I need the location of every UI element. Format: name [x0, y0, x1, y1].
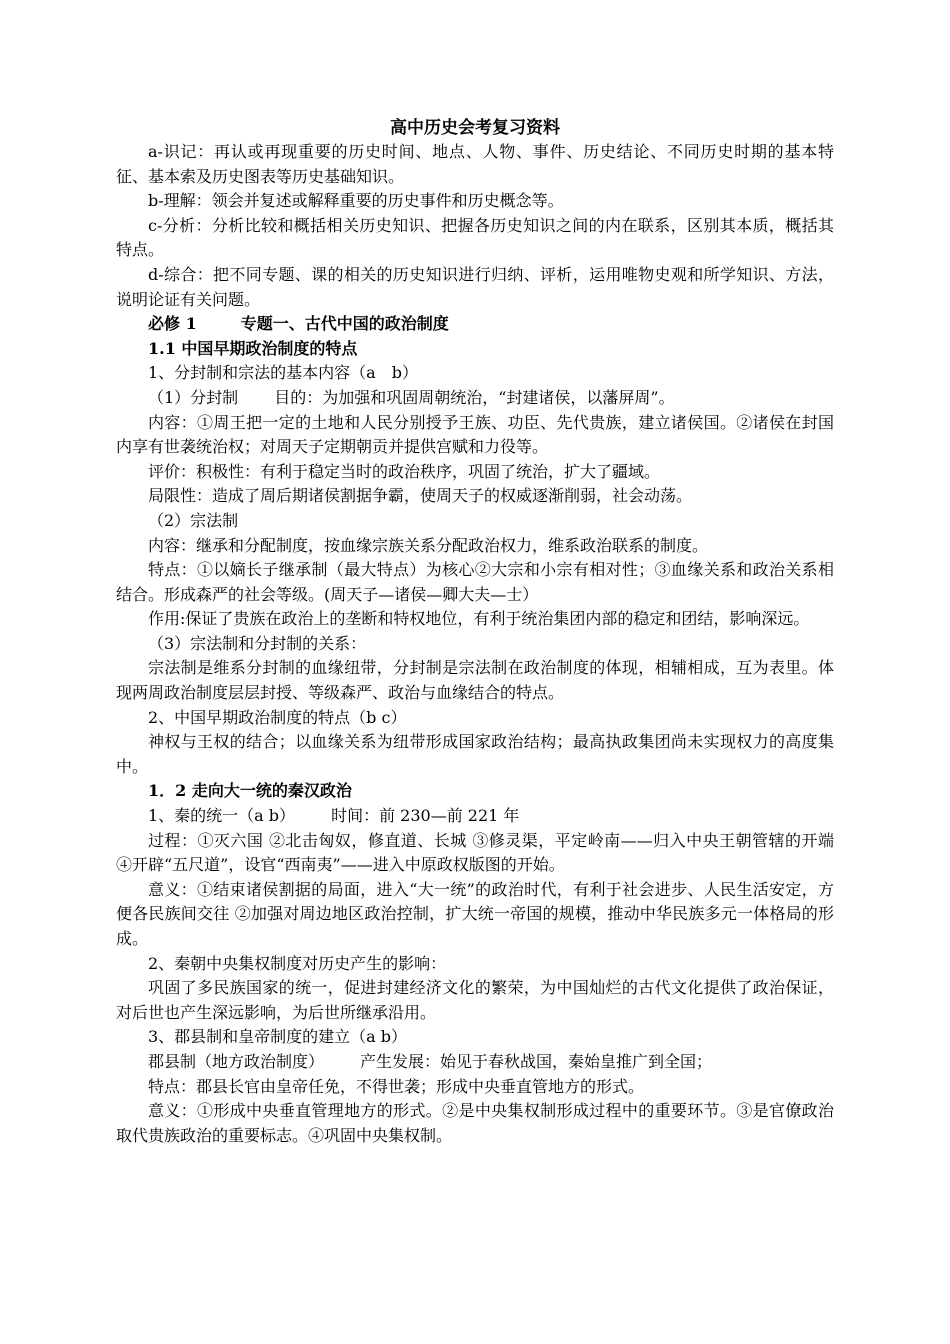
lesson-heading: 1.1 中国早期政治制度的特点: [148, 338, 358, 358]
paragraph: 意义：①结束诸侯割据的局面，进入“大一统”的政治时代，有利于社会进步、人民生活安定，方便各民族间交往 ②加强对周边地区政治控制，扩大统一帝国的规模，推动中华民族多元一体格局的形成。: [116, 879, 834, 948]
paragraph: 3、郡县制和皇帝制度的建立（a b）: [148, 1027, 408, 1047]
paragraph: 作用:保证了贵族在政治上的垄断和特权地位，有利于统治集团内部的稳定和团结，影响深远。: [148, 609, 810, 629]
paragraph: 1、分封制和宗法的基本内容（a b）: [148, 363, 418, 383]
lesson-heading: 1．2 走向大一统的秦汉政治: [148, 781, 352, 801]
subheading: （1）分封制: [148, 387, 239, 407]
paragraph: 过程：①灭六国 ②北击匈奴，修直道、长城 ③修灵渠，平定岭南——归入中央王朝管辖的开端 ④开辟“五尺道”，设官“西南夷”——进入中原政权版图的开始。: [116, 830, 834, 875]
paragraph: 宗法制是维系分封制的血缘纽带，分封制是宗法制在政治制度的体现，相辅相成，互为表里。体现两周政治制度层层封授、等级森严、政治与血缘结合的特点。: [116, 658, 834, 703]
subheading: 郡县制（地方政治制度）: [148, 1051, 325, 1071]
paragraph: [116, 804, 834, 829]
paragraph: d-综合：把不同专题、课的相关的历史知识进行归纳、评析，运用唯物史观和所学知识、方法，说明论证有关问题。: [116, 264, 834, 309]
paragraph: [116, 1050, 834, 1075]
paragraph: 特点：①以嫡长子继承制（最大特点）为核心②大宗和小宗有相对性；③血缘关系和政治关系相结合。形成森严的社会等级。(周天子—诸侯—卿大夫—士）: [116, 560, 834, 604]
paragraph: 内容：继承和分配制度，按血缘宗族关系分配政治权力，维系政治联系的制度。: [148, 535, 709, 555]
paragraph: [116, 386, 834, 411]
paragraph: 神权与王权的结合；以血缘关系为纽带形成国家政治结构；最高执政集团尚未实现权力的高度集中。: [116, 732, 834, 776]
course-label: 必修 1: [148, 314, 197, 334]
paragraph: 2、中国早期政治制度的特点（b c）: [148, 707, 407, 727]
topic-label: 专题一、古代中国的政治制度: [240, 314, 449, 334]
document-body: [116, 116, 834, 1148]
paragraph: 2、秦朝中央集权制度对历史产生的影响：: [148, 953, 447, 973]
paragraph-text: 产生发展：始见于春秋战国，秦始皇推广到全国；: [360, 1051, 713, 1071]
paragraph: （3）宗法制和分封制的关系：: [148, 633, 367, 653]
paragraph-text: 目的：为加强和巩固周朝统治，“封建诸侯，以藩屏周”。: [274, 387, 675, 407]
paragraph-text: 时间：前 230—前 221 年: [331, 806, 520, 826]
paragraph: 巩固了多民族国家的统一，促进封建经济文化的繁荣，为中国灿烂的古代文化提供了政治保证，对后世也产生深远影响，为后世所继承沿用。: [116, 978, 834, 1022]
paragraph: 特点：郡县长官由皇帝任免，不得世袭；形成中央垂直管地方的形式。: [148, 1076, 645, 1096]
section-heading: [116, 312, 834, 337]
document-title: 高中历史会考复习资料: [390, 118, 560, 138]
paragraph: 局限性：造成了周后期诸侯割据争霸，使周天子的权威逐渐削弱，社会动荡。: [148, 486, 693, 506]
paragraph: （2）宗法制: [148, 510, 239, 530]
paragraph: 评价：积极性：有利于稳定当时的政治秩序，巩固了统治，扩大了疆域。: [148, 461, 661, 481]
subheading: 1、秦的统一（a b）: [148, 806, 296, 826]
paragraph: 内容：①周王把一定的土地和人民分别授予王族、功臣、先代贵族，建立诸侯国。②诸侯在封国内享有世袭统治权；对周天子定期朝贡并提供宫赋和力役等。: [116, 412, 834, 457]
paragraph: 意义：①形成中央垂直管理地方的形式。②是中央集权制形成过程中的重要环节。③是官僚政治取代贵族政治的重要标志。④巩固中央集权制。: [116, 1101, 834, 1145]
paragraph: c-分析：分析比较和概括相关历史知识、把握各历史知识之间的内在联系，区别其本质，概括其特点。: [116, 215, 834, 260]
paragraph: b-理解：领会并复述或解释重要的历史事件和历史概念等。: [148, 191, 564, 211]
paragraph: a-识记：再认或再现重要的历史时间、地点、人物、事件、历史结论、不同历史时期的基本特征、基本索及历史图表等历史基础知识。: [116, 142, 834, 186]
